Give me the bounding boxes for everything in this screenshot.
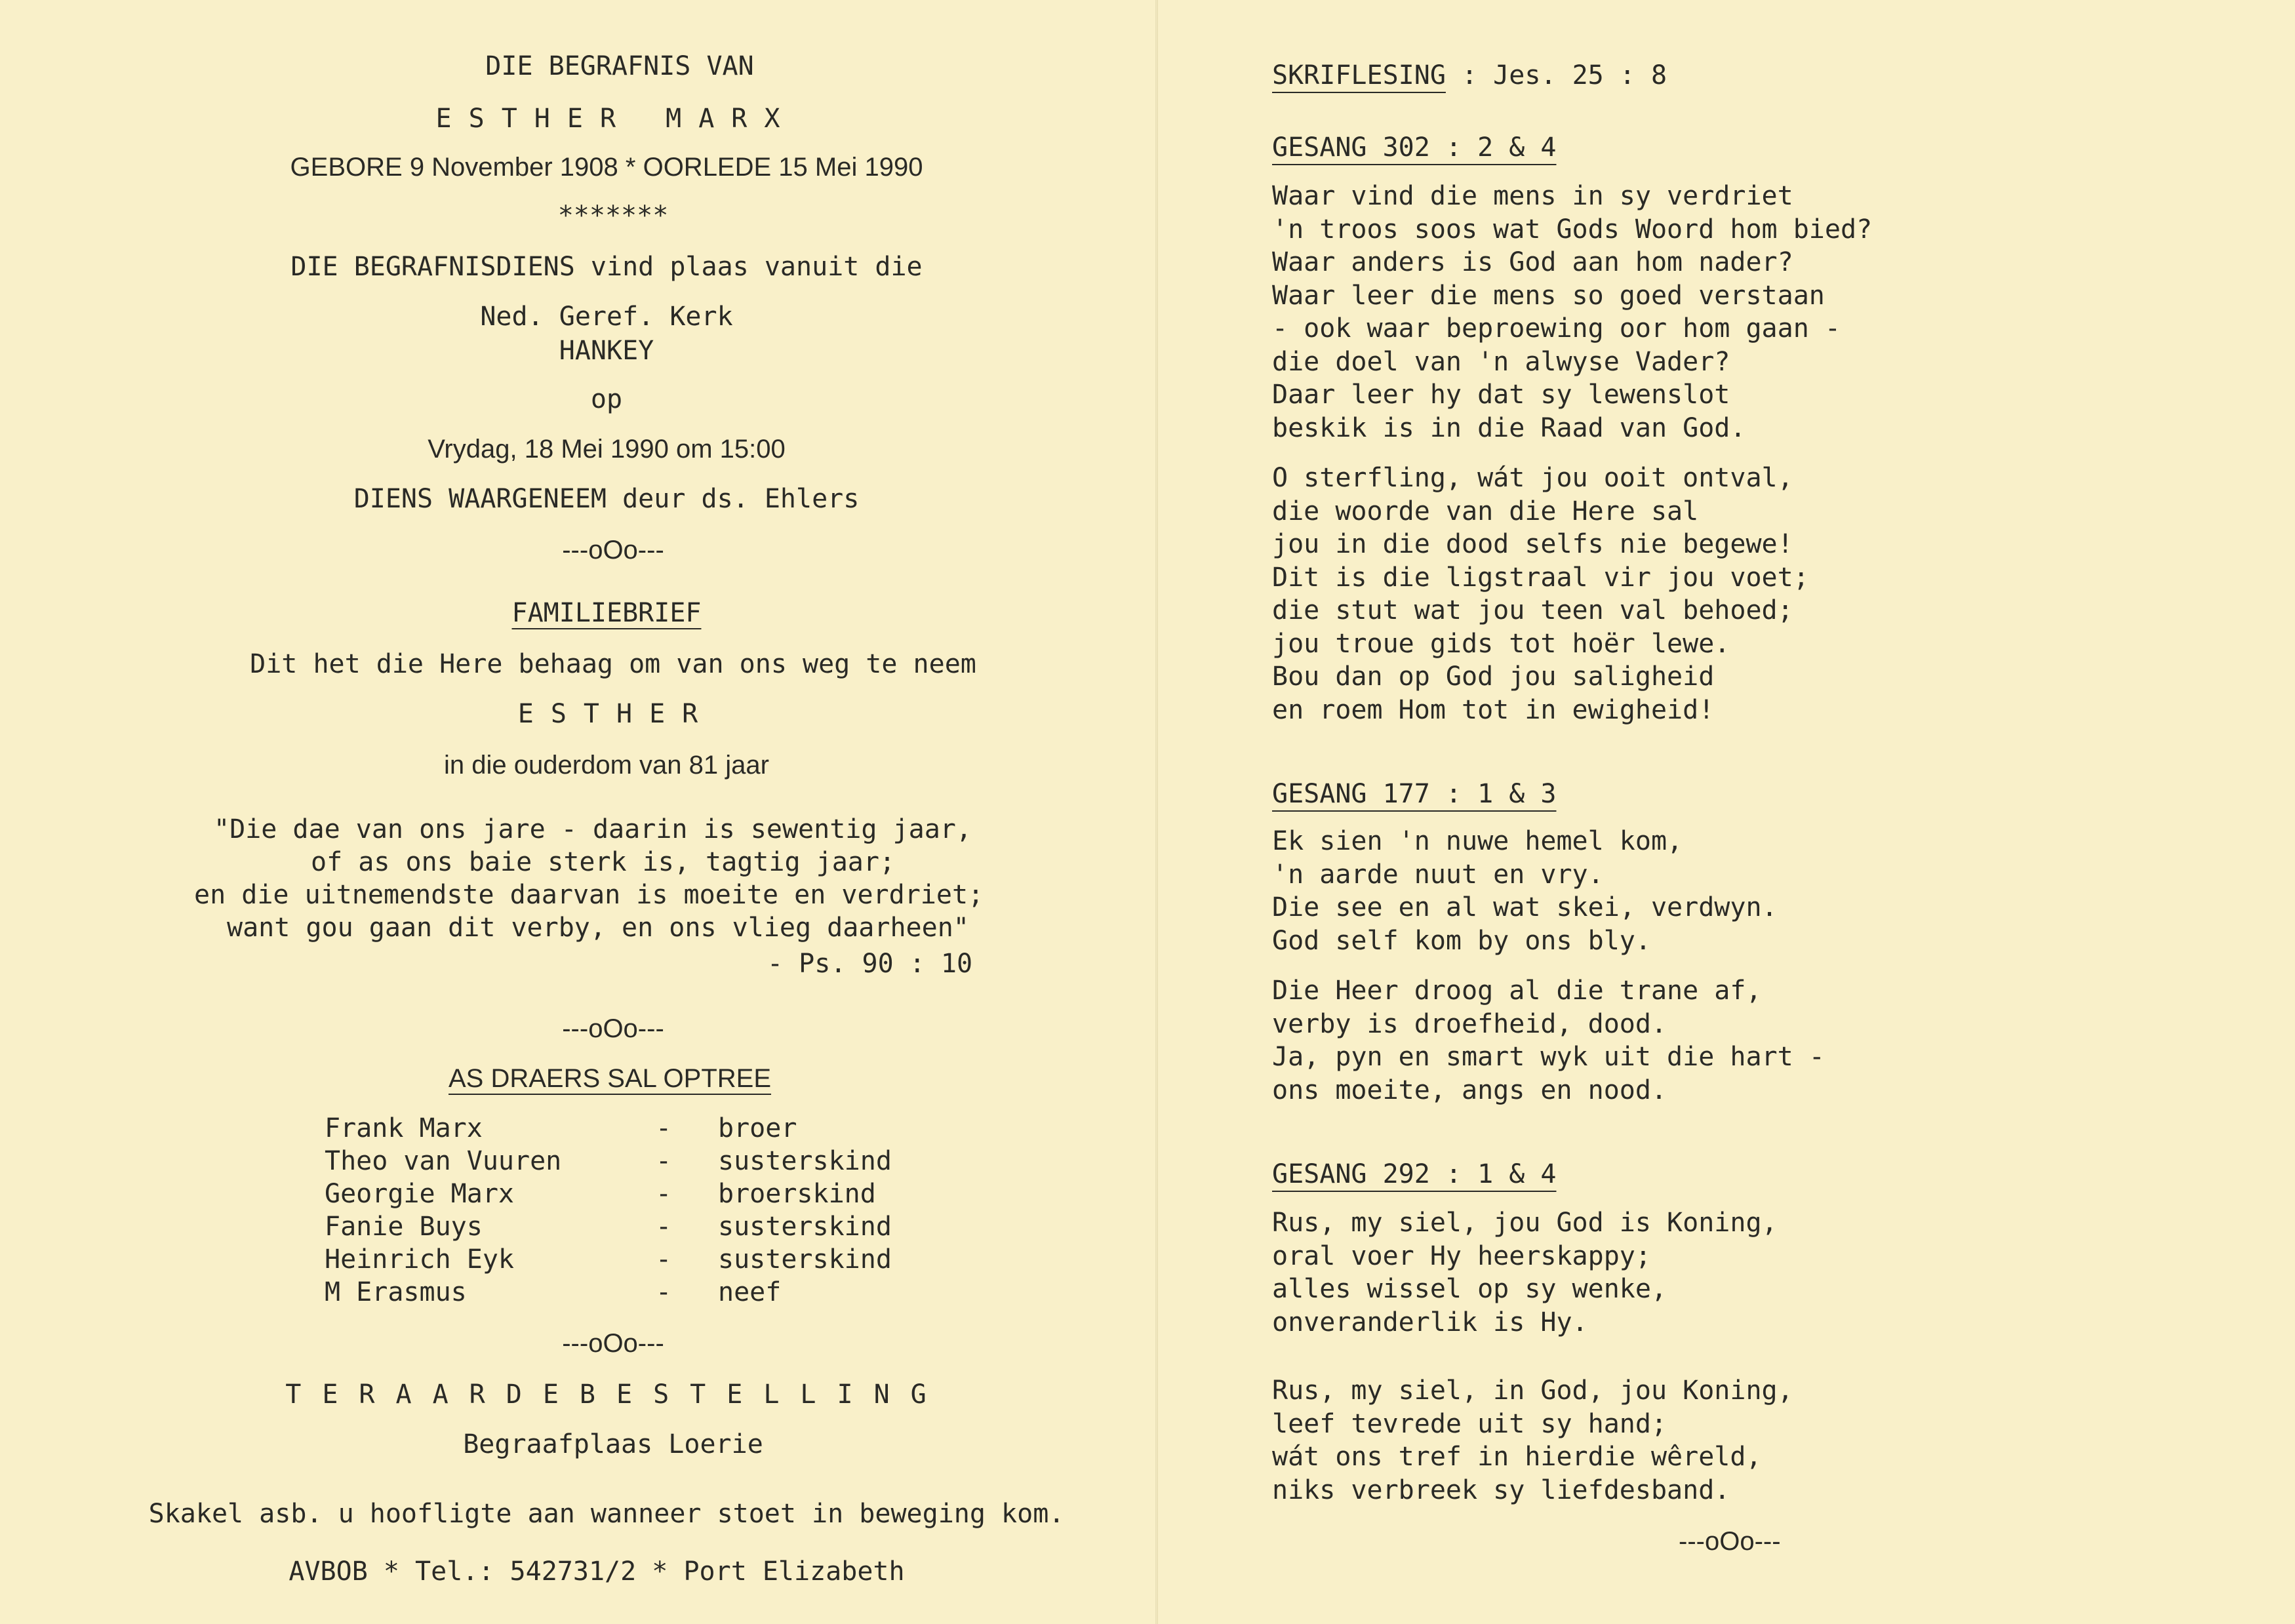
- verse-line: Waar vind die mens in sy verdriet: [1272, 181, 1793, 211]
- headlights-notice: Skakel asb. u hoofligte aan wanneer stoet in beweging kom.: [148, 1499, 1065, 1529]
- verse-line: Daar leer hy dat sy lewenslot: [1272, 380, 1730, 410]
- bearer-dash: -: [656, 1244, 672, 1275]
- verse-line: jou in die dood selfs nie begewe!: [1272, 529, 1793, 559]
- quote-line: of as ons baie sterk is, tagtig jaar;: [311, 847, 896, 877]
- bearer-name: Frank Marx: [325, 1113, 483, 1143]
- hymn-177-verse-1: [1272, 825, 1778, 957]
- bearer-relation: neef: [718, 1277, 782, 1307]
- bearer-name: Georgie Marx: [325, 1179, 514, 1209]
- verse-line: die doel van 'n alwyse Vader?: [1272, 346, 1730, 377]
- bearer-relation: susterskind: [718, 1212, 892, 1242]
- separator: ---oOo---: [562, 1329, 664, 1358]
- separator: ---oOo---: [1679, 1527, 1781, 1556]
- family-letter-text: Dit het die Here behaag om van ons weg te neem: [250, 649, 976, 679]
- hymn-292-verse-1: [1272, 1206, 1778, 1339]
- service-datetime: Vrydag, 18 Mei 1990 om 15:00: [428, 435, 786, 464]
- bearer-relation: susterskind: [718, 1244, 892, 1275]
- bearer-relation: broerskind: [718, 1179, 876, 1209]
- bearer-name: Fanie Buys: [325, 1212, 483, 1242]
- verse-line: 'n troos soos wat Gods Woord hom bied?: [1272, 214, 1873, 245]
- verse-line: ons moeite, angs en nood.: [1272, 1075, 1667, 1105]
- bearer-dash: -: [656, 1113, 672, 1143]
- family-letter-heading: FAMILIEBRIEF: [511, 598, 702, 628]
- verse-line: Die see en al wat skei, verdwyn.: [1272, 892, 1778, 922]
- church-town: HANKEY: [559, 336, 654, 366]
- burial-heading: TERAARDEBESTELLING: [285, 1379, 948, 1410]
- scripture-reading: [1272, 60, 1667, 90]
- quote-line: en die uitnemendste daarvan is moeite en verdriet;: [194, 880, 984, 910]
- scripture-reading-reference: : Jes. 25 : 8: [1445, 60, 1667, 90]
- birth-death-dates: GEBORE 9 November 1908 * OORLEDE 15 Mei 1990: [290, 153, 923, 182]
- hymn-177-label: GESANG 177 : 1 & 3: [1272, 779, 1557, 809]
- program-title: DIE BEGRAFNIS VAN: [485, 51, 754, 81]
- cemetery-name: Begraafplaas Loerie: [463, 1429, 763, 1459]
- verse-line: alles wissel op sy wenke,: [1272, 1274, 1667, 1304]
- bearer-name: Theo van Vuuren: [325, 1146, 562, 1176]
- hymn-292-label: GESANG 292 : 1 & 4: [1272, 1159, 1557, 1189]
- verse-line: Rus, my siel, in God, jou Koning,: [1272, 1376, 1793, 1406]
- quote-reference: - Ps. 90 : 10: [767, 949, 973, 979]
- verse-line: Rus, my siel, jou God is Koning,: [1272, 1208, 1778, 1238]
- deceased-name: ESTHER MARX: [435, 104, 797, 134]
- service-location-line: DIE BEGRAFNISDIENS vind plaas vanuit die: [290, 252, 923, 282]
- verse-line: oral voer Hy heerskappy;: [1272, 1240, 1651, 1271]
- bearer-relation: broer: [718, 1113, 797, 1143]
- verse-line: die stut wat jou teen val behoed;: [1272, 595, 1793, 625]
- hymn-heading: [1272, 132, 1556, 163]
- undertaker-footer: AVBOB * Tel.: 542731/2 * Port Elizabeth: [289, 1556, 905, 1587]
- verse-line: Ek sien 'n nuwe hemel kom,: [1272, 826, 1683, 856]
- verse-line: onveranderlik is Hy.: [1272, 1307, 1588, 1337]
- bearer-dash: -: [656, 1179, 672, 1209]
- verse-line: wát ons tref in hierdie wêreld,: [1272, 1442, 1762, 1472]
- verse-line: Waar anders is God aan hom nader?: [1272, 247, 1793, 277]
- verse-line: 'n aarde nuut en vry.: [1272, 859, 1604, 890]
- quote-line: want gou gaan dit verby, en ons vlieg daarheen": [227, 913, 969, 943]
- verse-line: - ook waar beproewing oor hom gaan -: [1272, 313, 1841, 344]
- officiant-line: DIENS WAARGENEEM deur ds. Ehlers: [353, 484, 860, 514]
- separator: ---oOo---: [562, 1014, 664, 1043]
- deceased-first-name: ESTHER: [517, 699, 715, 729]
- verse-line: Waar leer die mens so goed verstaan: [1272, 280, 1825, 311]
- hymn-292-verse-2: [1272, 1374, 1793, 1507]
- bearer-name: M Erasmus: [325, 1277, 467, 1307]
- bearer-name: Heinrich Eyk: [325, 1244, 514, 1275]
- star-divider: *******: [557, 201, 669, 231]
- verse-line: verby is droefheid, dood.: [1272, 1008, 1667, 1039]
- scripture-reading-label: SKRIFLESING: [1272, 60, 1446, 90]
- bearers-heading: AS DRAERS SAL OPTREE: [449, 1064, 771, 1093]
- verse-line: leef tevrede uit sy hand;: [1272, 1408, 1667, 1439]
- verse-line: jou troue gids tot hoër lewe.: [1272, 628, 1730, 659]
- hymn-177-verse-2: [1272, 974, 1825, 1107]
- bearer-relation: susterskind: [718, 1146, 892, 1176]
- verse-line: en roem Hom tot in ewigheid!: [1272, 694, 1715, 725]
- bearer-dash: -: [656, 1146, 672, 1176]
- verse-line: Ja, pyn en smart wyk uit die hart -: [1272, 1042, 1825, 1072]
- quote-line: "Die dae van ons jare - daarin is sewentig jaar,: [214, 814, 972, 844]
- verse-line: O sterfling, wát jou ooit ontval,: [1272, 463, 1793, 493]
- verse-line: God self kom by ons bly.: [1272, 925, 1651, 956]
- on-label: op: [590, 384, 623, 414]
- separator: ---oOo---: [562, 536, 664, 564]
- hymn-302-verse-2: [1272, 462, 1809, 726]
- hymn-heading: [1272, 1159, 1556, 1189]
- bearer-dash: -: [656, 1212, 672, 1242]
- verse-line: Bou dan op God jou saligheid: [1272, 662, 1715, 692]
- hymn-302-verse-1: [1272, 180, 1872, 445]
- verse-line: beskik is in die Raad van God.: [1272, 412, 1746, 443]
- verse-line: die woorde van die Here sal: [1272, 496, 1699, 526]
- age-line: in die ouderdom van 81 jaar: [444, 751, 769, 780]
- church-name: Ned. Geref. Kerk: [480, 302, 733, 332]
- verse-line: niks verbreek sy liefdesband.: [1272, 1475, 1730, 1505]
- hymn-302-label: GESANG 302 : 2 & 4: [1272, 132, 1557, 163]
- verse-line: Die Heer droog al die trane af,: [1272, 976, 1762, 1006]
- verse-line: Dit is die ligstraal vir jou voet;: [1272, 562, 1809, 593]
- hymn-heading: [1272, 779, 1556, 809]
- bearer-dash: -: [656, 1277, 672, 1307]
